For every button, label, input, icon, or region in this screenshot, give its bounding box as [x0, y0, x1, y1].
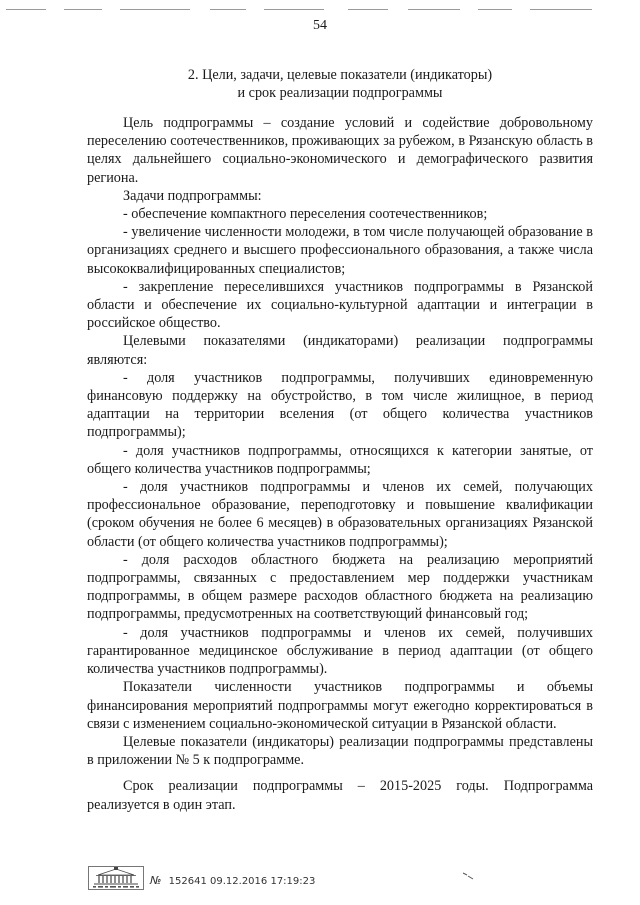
paragraph-tasks-intro: Задачи подпрограммы:	[123, 187, 262, 204]
paragraph-appendix-reference: Целевые показатели (индикаторы) реализации подпрограммы представлены в приложении № 5 к подпрограмме.	[87, 733, 593, 769]
paragraph-indicator-1: - доля участников подпрограммы, получивших единовременную финансовую поддержку на обустройство, в том числе жилищное, в период адаптации на территории вселения (от общего количества участников подпрограммы);	[87, 369, 593, 441]
paragraph-term: Срок реализации подпрограммы – 2015-2025 годы. Подпрограмма реализуется в один этап.	[87, 778, 593, 813]
paragraph-indicator-3: - доля участников подпрограммы и членов их семей, получающих профессиональное образование, переподготовку и повышение квалификации (сроком обучения не более 6 месяцев) в образовательных организациях Рязанской области (от общего количества участников подпрограммы);	[87, 479, 593, 550]
top-scan-marks	[0, 6, 640, 14]
document-number: 152641	[168, 876, 207, 887]
number-sign: №	[150, 874, 162, 887]
paragraph-indicator-4: - доля расходов областного бюджета на реализацию мероприятий подпрограммы, связанных с предоставлением мер поддержки участникам подпрограммы, в общем размере расходов областного бюджета на реализацию подпрограммы, предусмотренных на соответствующий финансовый год;	[87, 551, 593, 623]
paragraph-indicator-2: - доля участников подпрограммы, относящихся к категории занятые, от общего количества участников подпрограммы;	[87, 442, 593, 477]
paragraph-task-1: - обеспечение компактного переселения соотечественников;	[123, 206, 488, 223]
document-datetime: 09.12.2016 17:19:23	[210, 876, 316, 887]
section-heading-line-2: и срок реализации подпрограммы	[237, 85, 443, 101]
paragraph-task-2: - увеличение численности молодежи, в том числе получающей образование в организациях среднего и высшего профессионального образования, а также числа высококвалифицированных специалистов;	[87, 224, 593, 277]
scan-artifact-mark	[462, 872, 474, 880]
government-building-logo-icon	[88, 866, 144, 890]
paragraph-task-3: - закрепление переселившихся участников подпрограммы в Рязанской области и обеспечение их социально-культурной адаптации и интеграции в российское общество.	[87, 278, 593, 332]
document-body	[87, 114, 593, 814]
section-heading-line-1: 2. Цели, задачи, целевые показатели (индикаторы)	[187, 67, 493, 83]
section-heading	[80, 66, 600, 102]
document-registration-stamp	[150, 874, 315, 887]
page-number: 54	[313, 18, 327, 33]
paragraph-goal: Цель подпрограммы – создание условий и содействие добровольному переселению соотечественников, проживающих за рубежом, в Рязанскую область в целях дальнейшего социально-экономического и демографического развития региона.	[87, 115, 593, 186]
paragraph-indicator-5: - доля участников подпрограммы и членов их семей, получивших гарантированное медицинское обслуживание в период адаптации (от общего количества участников подпрограммы).	[87, 624, 593, 678]
paragraph-indicators-intro: Целевыми показателями (индикаторами) реализации подпрограммы являются:	[87, 333, 593, 368]
document-footer	[88, 866, 488, 892]
paragraph-adjustment: Показатели численности участников подпрограммы и объемы финансирования мероприятий подпрограммы могут ежегодно корректироваться в связи с изменением социально-экономической ситуации в Рязанской области.	[87, 679, 593, 732]
